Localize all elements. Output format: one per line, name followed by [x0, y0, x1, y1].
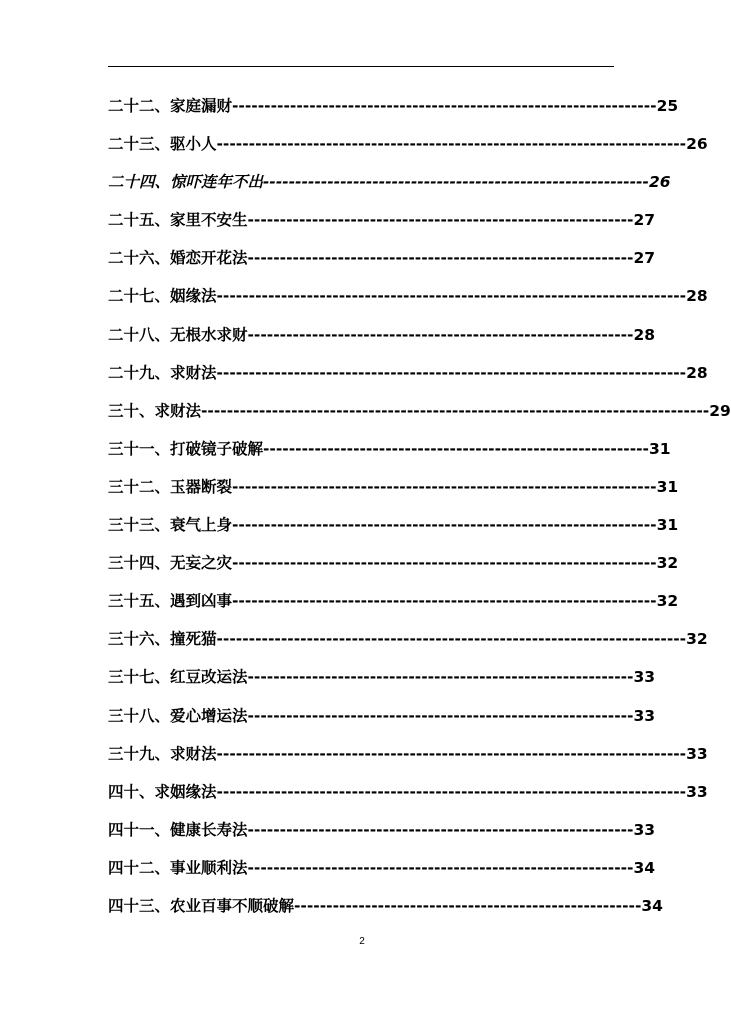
- toc-entry[interactable]: 四十三、农业百事不顺破解------------------------------------------------------34: [108, 896, 663, 915]
- toc-entry[interactable]: 二十九、求财法-------------------------------------------------------------------------28: [108, 363, 708, 382]
- toc-entry[interactable]: 二十二、家庭漏财------------------------------------------------------------------25: [108, 97, 679, 115]
- toc-entry[interactable]: 二十六、婚恋开花法------------------------------------------------------------27: [108, 249, 656, 268]
- toc-entry[interactable]: 三十五、遇到凶事------------------------------------------------------------------32: [108, 592, 679, 611]
- toc-entry[interactable]: 四十二、事业顺利法------------------------------------------------------------34: [108, 858, 656, 877]
- table-of-contents: [108, 90, 731, 928]
- toc-entry[interactable]: 二十五、家里不安生------------------------------------------------------------27: [108, 211, 656, 230]
- toc-entry[interactable]: 三十四、无妄之灾------------------------------------------------------------------32: [108, 554, 679, 573]
- toc-entry[interactable]: 二十七、姻缘法-------------------------------------------------------------------------28: [108, 287, 708, 306]
- toc-entry[interactable]: 三十七、红豆改运法------------------------------------------------------------33: [108, 668, 656, 687]
- toc-entry[interactable]: 三十、求财法-------------------------------------------------------------------------------29: [108, 401, 731, 420]
- toc-entry[interactable]: 三十六、撞死猫-------------------------------------------------------------------------32: [108, 630, 708, 649]
- toc-entry[interactable]: 三十三、衰气上身------------------------------------------------------------------31: [108, 516, 679, 535]
- toc-entry[interactable]: 四十、求姻缘法-------------------------------------------------------------------------33: [108, 782, 708, 801]
- page-number: 2: [359, 936, 365, 947]
- toc-entry[interactable]: 二十三、驱小人-------------------------------------------------------------------------26: [108, 135, 708, 154]
- header-rule: [108, 66, 614, 67]
- toc-entry[interactable]: 二十四、惊吓连年不出------------------------------------------------------------26: [108, 173, 671, 192]
- toc-entry[interactable]: 三十二、玉器断裂------------------------------------------------------------------31: [108, 477, 679, 496]
- toc-entry[interactable]: 二十八、无根水求财------------------------------------------------------------28: [108, 325, 656, 344]
- toc-entry[interactable]: 三十八、爱心增运法------------------------------------------------------------33: [108, 706, 656, 725]
- toc-entry[interactable]: 三十一、打破镜子破解------------------------------------------------------------31: [108, 439, 671, 458]
- toc-entry[interactable]: 四十一、健康长寿法------------------------------------------------------------33: [108, 820, 656, 839]
- toc-entry[interactable]: 三十九、求财法-------------------------------------------------------------------------33: [108, 744, 708, 763]
